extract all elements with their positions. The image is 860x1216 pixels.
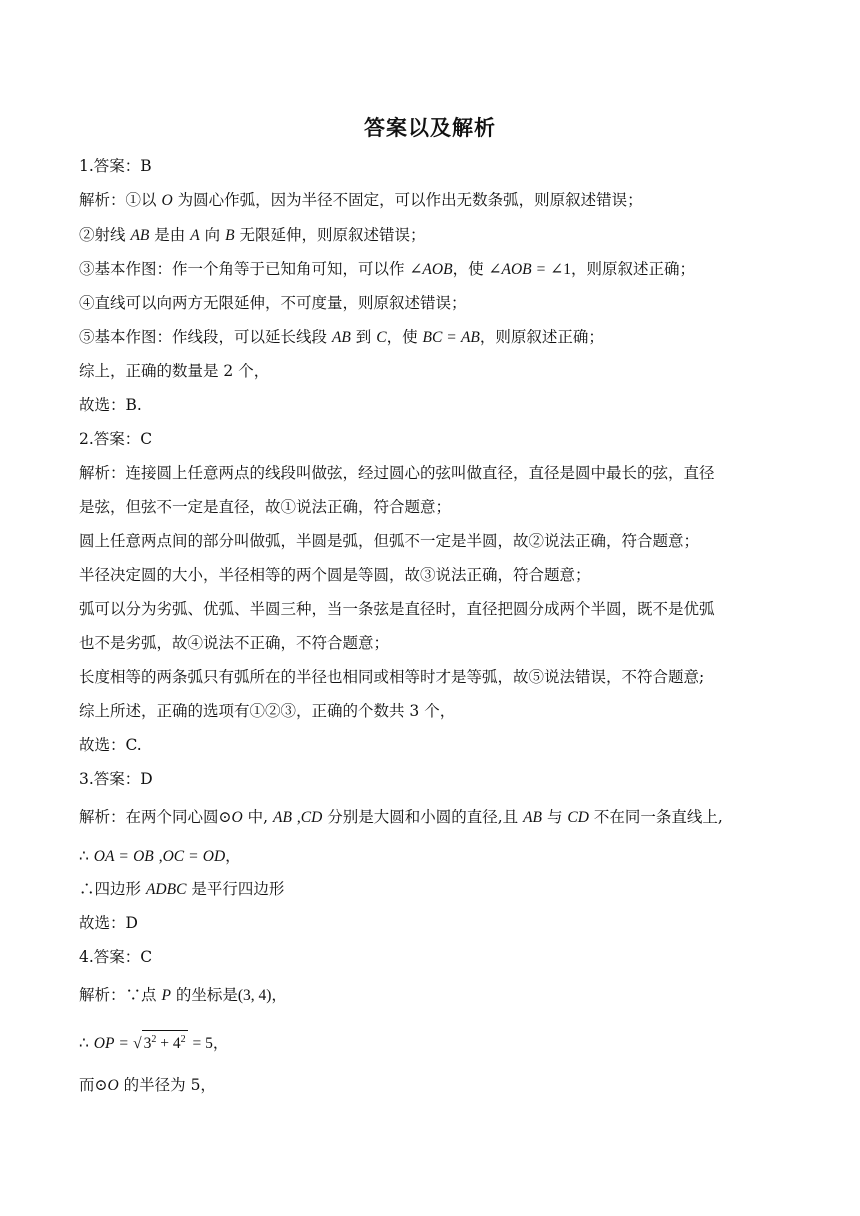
text-line: ②射线 AB 是由 A 向 B 无限延伸，则原叙述错误； [79,226,426,244]
text-line: 是弦，但弦不一定是直径，故①说法正确，符合题意； [79,498,452,516]
text-line: 1.答案：B [79,157,152,175]
text-line: 弧可以分为劣弧、优弧、半圆三种，当一条弦是直径时，直径把圆分成两个半圆，既不是优弧 [79,600,715,618]
text-line: 解析：∵点 P 的坐标是(3, 4)， [79,986,287,1004]
text-line: ⑤基本作图：作线段，可以延长线段 AB 到 C，使 BC = AB，则原叙述正确； [79,328,604,346]
text-line: 解析：连接圆上任意两点的线段叫做弦，经过圆心的弦叫做直径，直径是圆中最长的弦，直径 [79,464,715,482]
text-line: 解析：①以 O 为圆心作弧，因为半径不固定，可以作出无数条弧，则原叙述错误； [79,191,643,209]
text-line: 故选：B. [79,396,142,414]
text-line: 4.答案：C [79,948,153,966]
page-title: 答案以及解析 [364,116,496,140]
text-line: 3.答案：D [79,770,153,788]
text-line: 长度相等的两条弧只有弧所在的半径也相同或相等时才是等弧，故⑤说法错误，不符合题意; [79,668,705,686]
text-line: 综上，正确的数量是 2 个， [79,362,270,380]
text-line: 2.答案：C [79,430,153,448]
text-line: ∴四边形 ADBC 是平行四边形 [79,880,285,898]
text-line: 解析：在两个同心圆⊙O 中, AB ,CD 分别是大圆和小圆的直径,且 AB 与 CD 不在同一条直线上, [79,808,723,826]
text-line: 半径决定圆的大小，半径相等的两个圆是等圆，故③说法正确，符合题意； [79,566,591,584]
text-line: 故选：D [79,914,138,932]
text-line: 也不是劣弧，故④说法不正确，不符合题意； [79,634,390,652]
text-line: 而⊙O 的半径为 5， [79,1076,216,1094]
text-line: ④直线可以向两方无限延伸，不可度量，则原叙述错误； [79,294,467,312]
text-line: ∴ OA = OB ,OC = OD， [79,847,241,865]
text-line: 圆上任意两点间的部分叫做弧，半圆是弧，但弧不一定是半圆，故②说法正确，符合题意； [79,532,700,550]
text-line: ∴ OP = √ $3^2 + 4^2 = 5$， [79,1030,783,1055]
text-line: 综上所述，正确的选项有①②③，正确的个数共 3 个， [79,702,456,720]
text-line: 故选：C. [79,736,142,754]
text-line: ③基本作图：作一个角等于已知角可知，可以作 ∠AOB，使 ∠AOB = ∠1，则原叙述正确； [79,260,696,278]
